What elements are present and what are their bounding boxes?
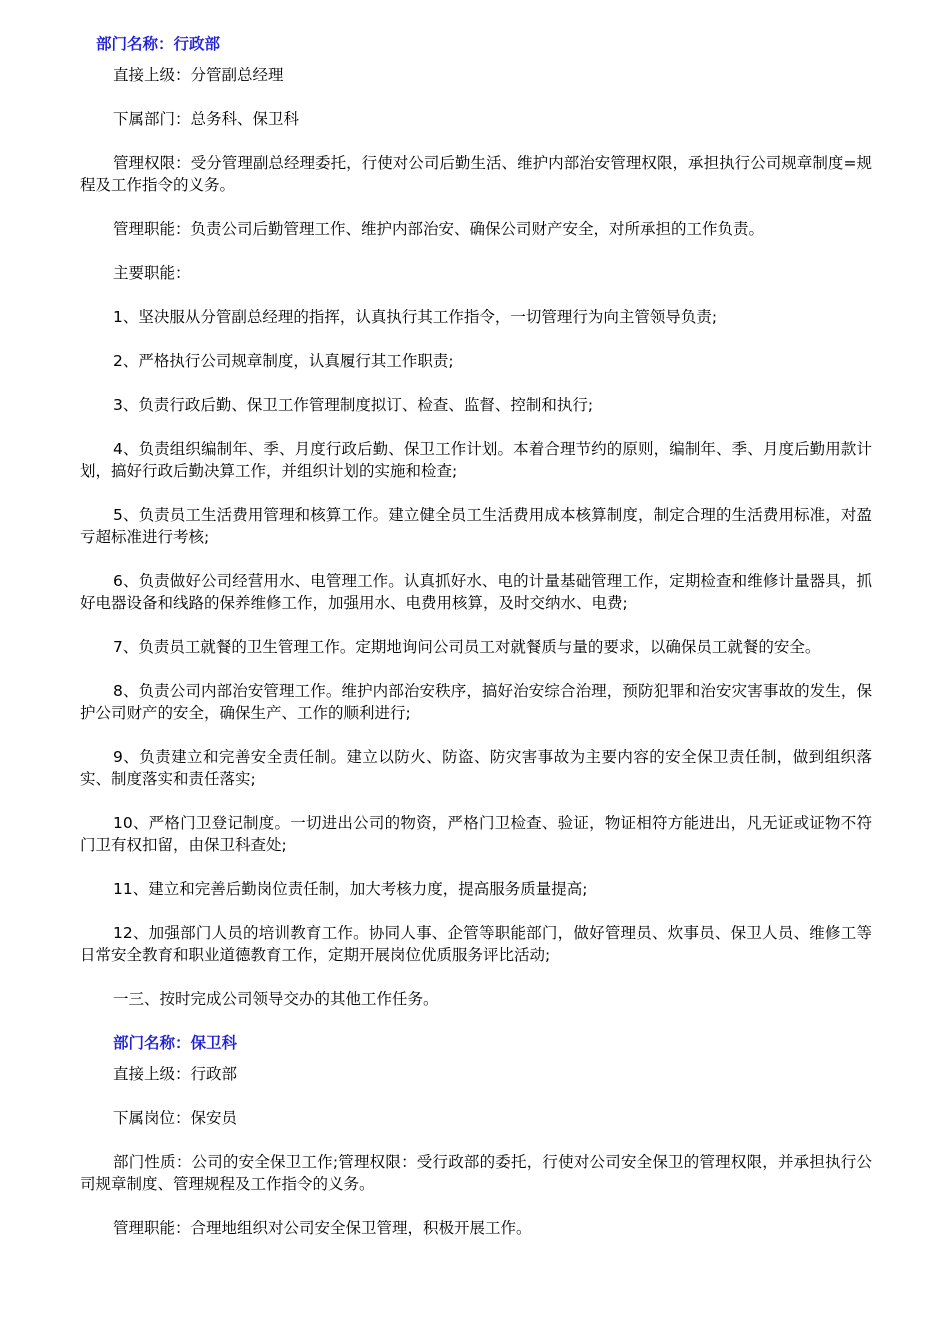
paragraph: 下属岗位：保安员 [113,1109,238,1127]
list-item: 10、严格门卫登记制度。一切进出公司的物资，严格门卫检查、验证，物证相符方能进出，凡无证或证物不符门卫有权扣留，由保卫科查处; [80,814,872,854]
section-heading-admin-dept: 部门名称：行政部 [96,35,221,53]
admin-dept-section [80,64,872,1010]
paragraph: 直接上级：行政部 [113,1065,238,1083]
list-item: 1、坚决服从分管副总经理的指挥，认真执行其工作指令，一切管理行为向主管领导负责; [113,308,718,326]
paragraph: 部门性质：公司的安全保卫工作;管理权限：受行政部的委托，行使对公司安全保卫的管理权限，并承担执行公司规章制度、管理规程及工作指令的义务。 [80,1153,872,1193]
paragraph: 直接上级：分管副总经理 [113,66,284,84]
section-heading-security-dept: 部门名称：保卫科 [113,1034,238,1052]
list-item: 4、负责组织编制年、季、月度行政后勤、保卫工作计划。本着合理节约的原则，编制年、季、月度后勤用款计划，搞好行政后勤决算工作，并组织计划的实施和检查; [80,440,872,480]
list-item: 7、负责员工就餐的卫生管理工作。定期地询问公司员工对就餐质与量的要求，以确保员工就餐的安全。 [113,638,821,656]
list-item: 8、负责公司内部治安管理工作。维护内部治安秩序，搞好治安综合治理，预防犯罪和治安灾害事故的发生，保护公司财产的安全，确保生产、工作的顺利进行; [80,682,872,722]
list-item: 11、建立和完善后勤岗位责任制，加大考核力度，提高服务质量提高; [113,880,588,898]
list-item: 5、负责员工生活费用管理和核算工作。建立健全员工生活费用成本核算制度，制定合理的生活费用标准，对盈亏超标准进行考核; [80,506,872,546]
list-item: 3、负责行政后勤、保卫工作管理制度拟订、检查、监督、控制和执行; [113,396,594,414]
list-item: 6、负责做好公司经营用水、电管理工作。认真抓好水、电的计量基础管理工作，定期检查和维修计量器具，抓好电器设备和线路的保养维修工作，加强用水、电费用核算，及时交纳水、电费; [80,572,872,612]
security-dept-section [80,1063,872,1239]
list-item: 12、加强部门人员的培训教育工作。协同人事、企管等职能部门，做好管理员、炊事员、保卫人员、维修工等日常安全教育和职业道德教育工作，定期开展岗位优质服务评比活动; [80,924,872,964]
paragraph: 管理职能：合理地组织对公司安全保卫管理，积极开展工作。 [113,1219,532,1237]
paragraph: 管理权限：受分管理副总经理委托，行使对公司后勤生活、维护内部治安管理权限，承担执行公司规章制度=规程及工作指令的义务。 [80,154,872,194]
paragraph: 管理职能：负责公司后勤管理工作、维护内部治安、确保公司财产安全，对所承担的工作负责。 [113,220,765,238]
list-item: 9、负责建立和完善安全责任制。建立以防火、防盗、防灾害事故为主要内容的安全保卫责任制，做到组织落实、制度落实和责任落实; [80,748,872,788]
list-item: 2、严格执行公司规章制度，认真履行其工作职责; [113,352,454,370]
paragraph: 下属部门：总务科、保卫科 [113,110,300,128]
paragraph: 主要职能： [113,264,191,282]
document-page [80,26,872,1261]
list-item: 一三、按时完成公司领导交办的其他工作任务。 [113,990,439,1008]
